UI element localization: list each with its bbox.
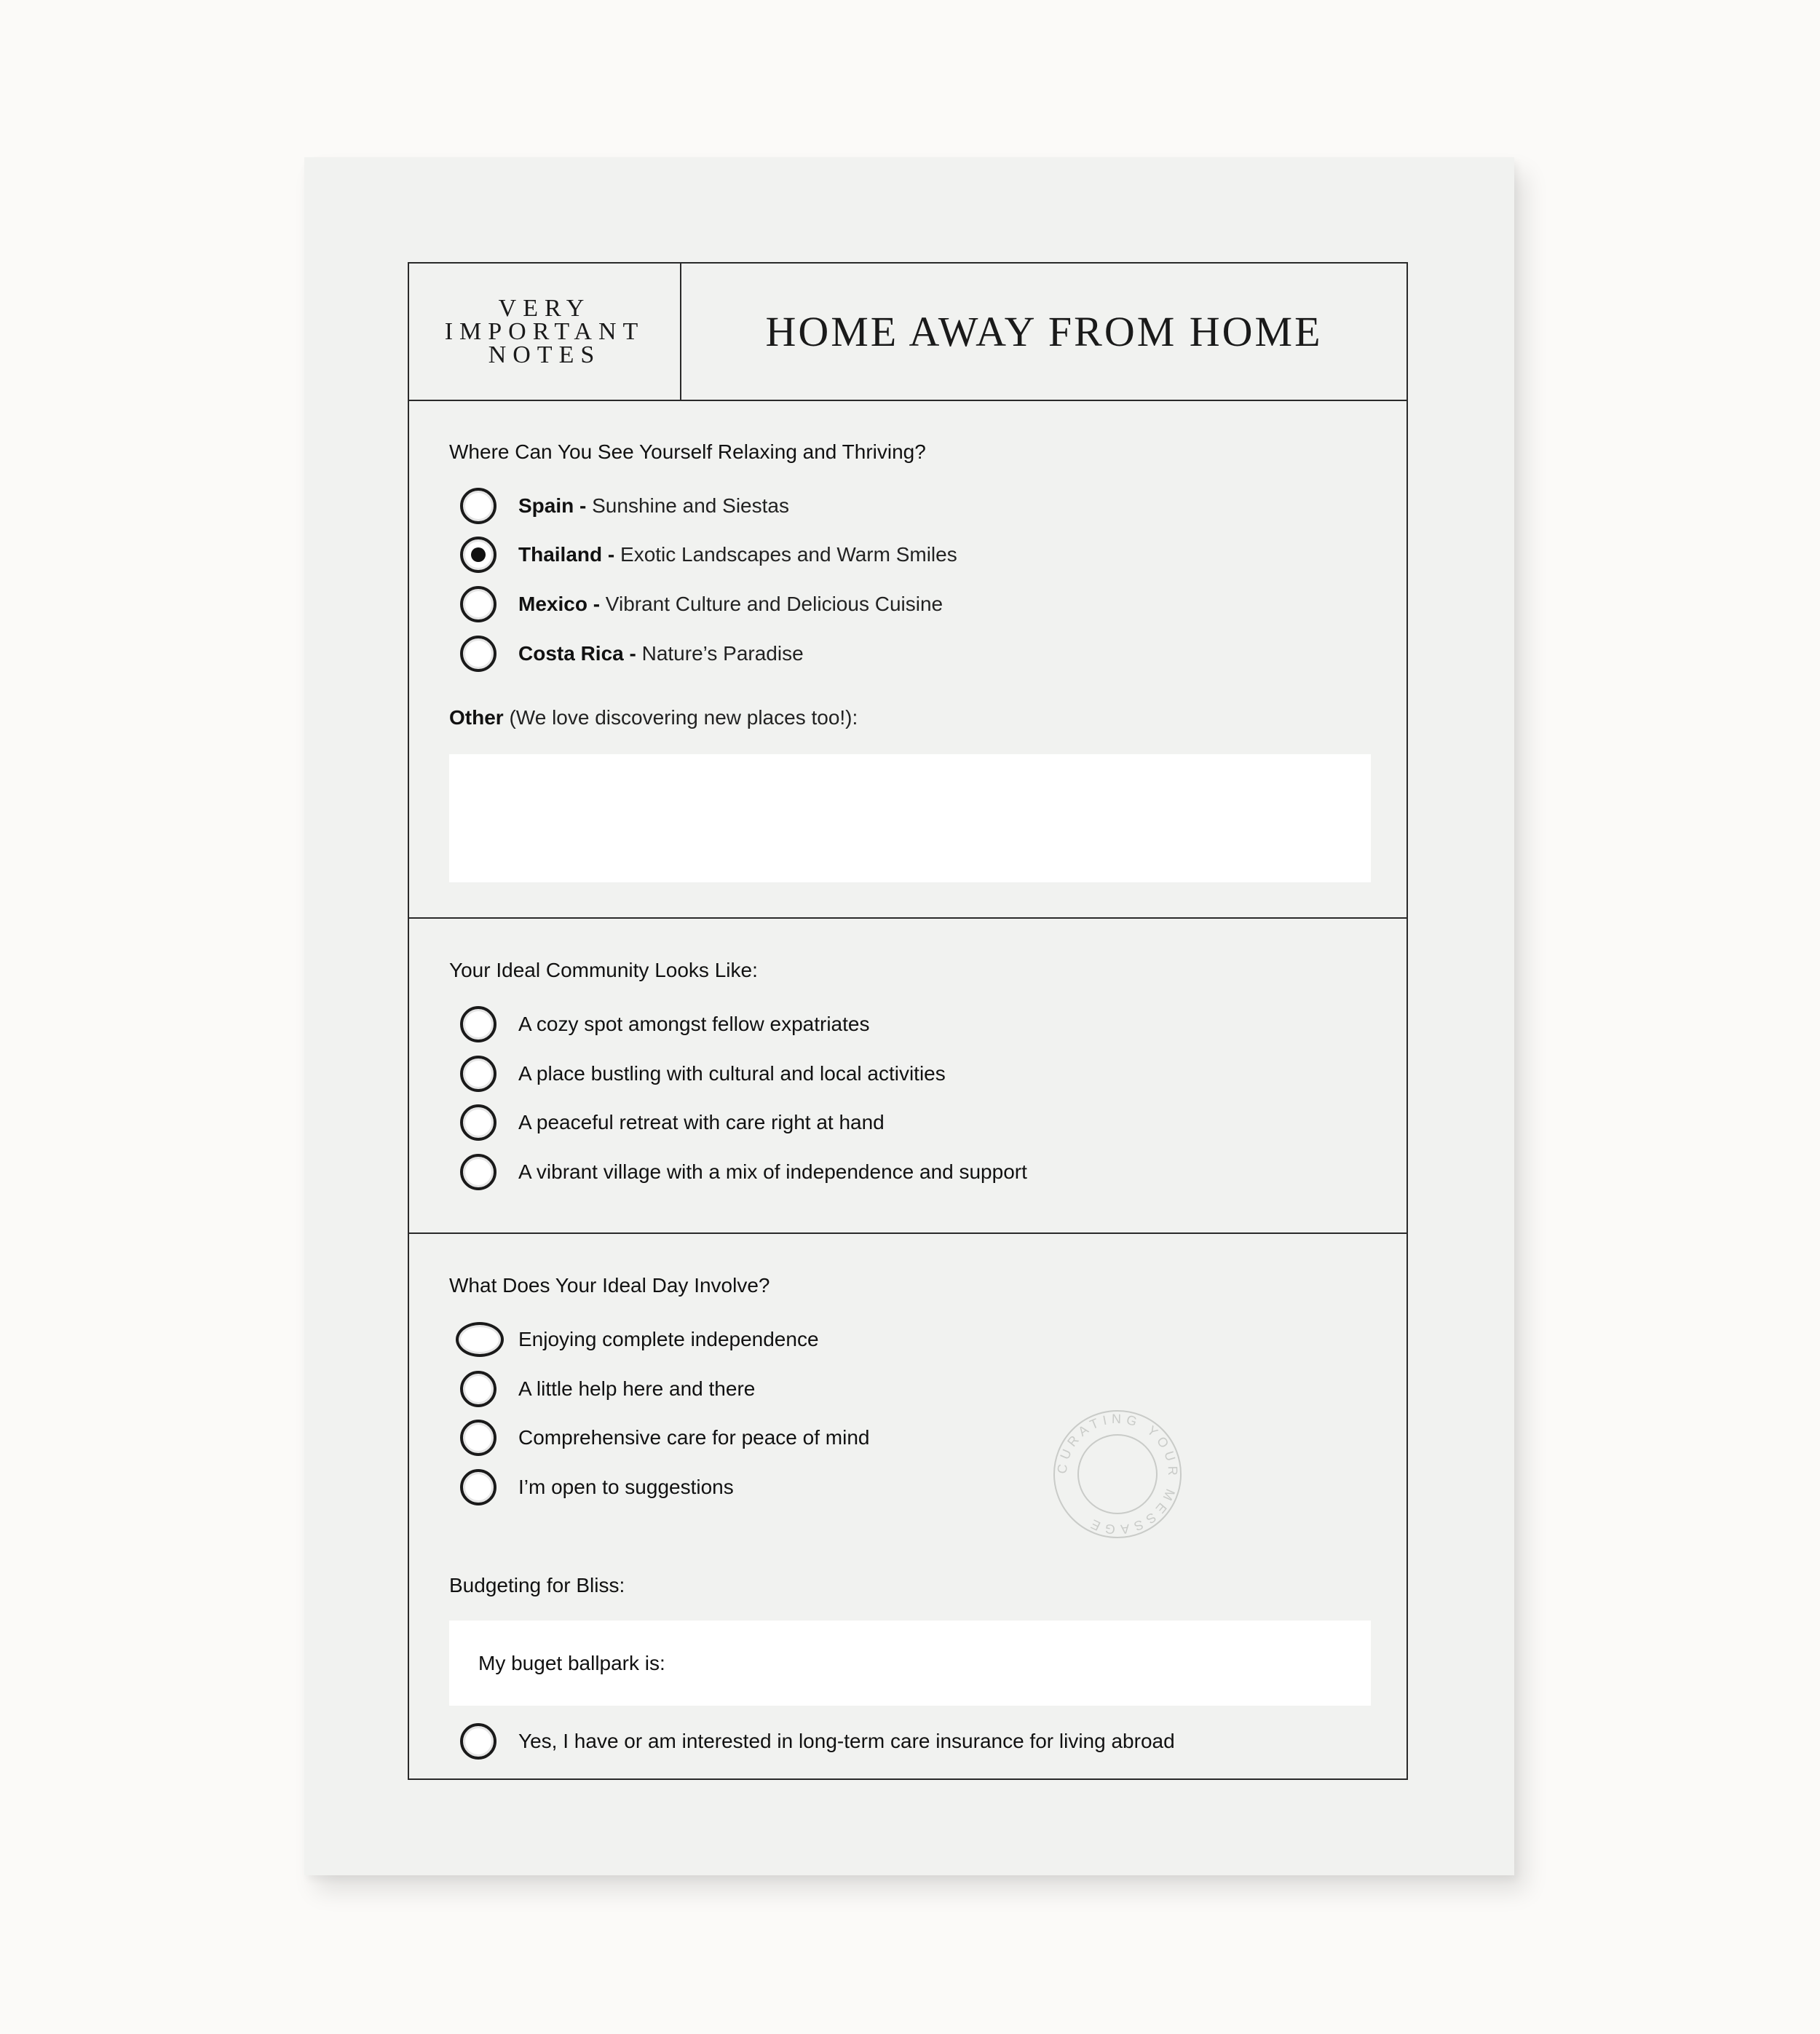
- other-label: [449, 706, 858, 729]
- form-frame: [408, 262, 1408, 1780]
- note-card: [304, 157, 1514, 1875]
- option-label: Enjoying complete independence: [518, 1328, 819, 1350]
- option-label: I’m open to suggestions: [518, 1476, 734, 1498]
- option-label-bold: Costa Rica -: [518, 642, 636, 665]
- option-vibrant-village[interactable]: [460, 1152, 1027, 1192]
- option-comprehensive-care[interactable]: [460, 1417, 869, 1458]
- option-label-bold: Thailand -: [518, 543, 615, 566]
- option-label: A vibrant village with a mix of independence and support: [518, 1160, 1027, 1183]
- option-label: Nature’s Paradise: [636, 642, 804, 665]
- radio-mexico[interactable]: [460, 586, 496, 622]
- radio-vibrant-village[interactable]: [460, 1154, 496, 1190]
- option-label: A place bustling with cultural and local activities: [518, 1062, 946, 1085]
- community-question: Your Ideal Community Looks Like:: [449, 959, 758, 981]
- option-label: Yes, I have or am interested in long-term care insurance for living abroad: [518, 1730, 1175, 1752]
- option-label: A peaceful retreat with care right at hand: [518, 1111, 885, 1133]
- option-insurance[interactable]: [460, 1721, 1175, 1762]
- community-section: [409, 919, 1406, 1234]
- other-input[interactable]: [449, 754, 1371, 882]
- logo-cell: [409, 264, 681, 400]
- radio-open-suggestions[interactable]: [460, 1469, 496, 1505]
- option-label-bold: Spain -: [518, 494, 587, 517]
- radio-comprehensive-care[interactable]: [460, 1420, 496, 1456]
- svg-text:CURATING YOUR MESSAGE: [1055, 1412, 1181, 1538]
- radio-insurance[interactable]: [460, 1723, 496, 1760]
- header: [409, 264, 1406, 401]
- destination-question: Where Can You See Yourself Relaxing and Thriving?: [449, 440, 926, 463]
- option-little-help[interactable]: [460, 1369, 755, 1409]
- stamp-text: CURATING YOUR MESSAGE: [1054, 1411, 1181, 1538]
- other-label-bold: Other: [449, 706, 504, 729]
- option-independence[interactable]: [460, 1319, 819, 1360]
- budget-heading: Budgeting for Bliss:: [449, 1574, 625, 1596]
- option-spain[interactable]: [460, 486, 789, 526]
- option-label: Exotic Landscapes and Warm Smiles: [614, 543, 957, 566]
- destination-section: [409, 400, 1406, 919]
- ideal-day-question: What Does Your Ideal Day Involve?: [449, 1274, 770, 1297]
- option-peaceful[interactable]: [460, 1102, 885, 1143]
- option-label-bold: Mexico -: [518, 593, 601, 615]
- radio-cultural[interactable]: [460, 1056, 496, 1092]
- option-mexico[interactable]: [460, 584, 943, 625]
- radio-independence[interactable]: [456, 1322, 504, 1357]
- radio-peaceful[interactable]: [460, 1104, 496, 1141]
- radio-thailand[interactable]: [460, 537, 496, 573]
- ideal-day-section: [409, 1234, 1406, 1780]
- budget-input[interactable]: [449, 1621, 1371, 1706]
- option-label: A little help here and there: [518, 1377, 756, 1400]
- radio-little-help[interactable]: [460, 1371, 496, 1407]
- option-thailand[interactable]: [460, 534, 957, 575]
- other-label-text: (We love discovering new places too!):: [503, 706, 858, 729]
- option-expatriates[interactable]: [460, 1004, 869, 1045]
- option-label: Vibrant Culture and Delicious Cuisine: [600, 593, 943, 615]
- radio-costa-rica[interactable]: [460, 636, 496, 672]
- radio-expatriates[interactable]: [460, 1006, 496, 1042]
- page-title: HOME AWAY FROM HOME: [765, 308, 1323, 355]
- radio-spain[interactable]: [460, 488, 496, 524]
- option-cultural[interactable]: [460, 1053, 946, 1094]
- option-open-suggestions[interactable]: [460, 1467, 734, 1508]
- option-label: Sunshine and Siestas: [586, 494, 789, 517]
- watermark-stamp: [1053, 1409, 1182, 1539]
- option-label: A cozy spot amongst fellow expatriates: [518, 1013, 870, 1035]
- option-label: Comprehensive care for peace of mind: [518, 1426, 870, 1449]
- option-costa-rica[interactable]: [460, 633, 804, 674]
- budget-label: My buget ballpark is:: [478, 1651, 665, 1674]
- logo-text: VERY IMPORTANT NOTES: [444, 294, 645, 368]
